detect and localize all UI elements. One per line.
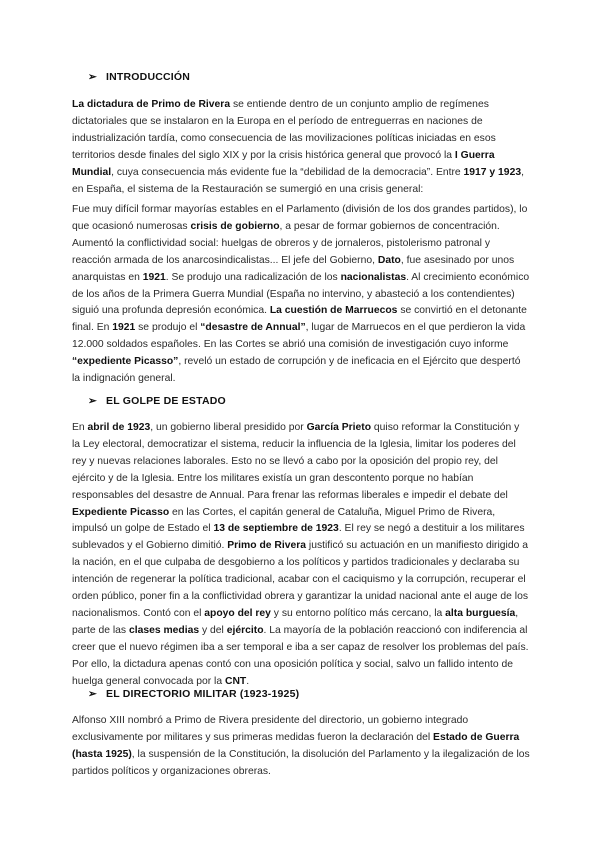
- text-run: , la suspensión de la Constitución, la disolución del Parlamento y la ilegalización de los partidos políticos y organizaciones obreras.: [72, 748, 530, 777]
- bold-text-run: abril de 1923: [87, 422, 151, 433]
- bold-text-run: alta burguesía: [445, 607, 516, 619]
- bold-text-run: “expediente Picasso”: [72, 356, 179, 368]
- text-run: , parte de las: [72, 607, 519, 636]
- heading-text: EL GOLPE DE ESTADO: [106, 395, 226, 407]
- text-run: . Se produjo una radicalización de los: [165, 271, 341, 283]
- text-run: . El rey se negó a destituir a los militares sublevados y el Gobierno dimitió.: [72, 523, 525, 552]
- bold-text-run: García Prieto: [306, 422, 372, 433]
- text-run: , reveló un estado de corrupción y de ineficacia en el Ejército que despertó la indignación general.: [72, 356, 521, 385]
- bold-text-run: Dato: [377, 254, 401, 266]
- paragraph: [72, 97, 530, 198]
- text-run: Fue muy difícil formar mayorías estables en el Parlamento (división de los dos grandes partidos), lo que ocasionó numerosas: [72, 204, 528, 232]
- text-run: , un gobierno liberal presidido por: [150, 422, 307, 433]
- paragraph: [72, 202, 530, 388]
- heading-text: EL DIRECTORIO MILITAR (1923-1925): [106, 688, 300, 700]
- arrow-bullet-icon: ➢: [88, 688, 97, 700]
- bold-text-run: 1917 y 1923: [463, 166, 522, 178]
- text-run: Alfonso XIII nombró a Primo de Rivera presidente del directorio, un gobierno integrado exclusivamente por militares y sus primeras medidas fueron la declaración del: [72, 715, 469, 743]
- text-run: quiso reformar la Constitución y la Ley electoral, democratizar el sistema, reducir la influencia de la Iglesia, limitar los poderes del rey y nuevas relaciones laborales. Esto no se llevó a cabo por la oposición del propio rey, del ejército y de la Iglesia. Entre los militares existía un gran descontento porque no habían responsables del desastre de Annual. Para frenar las reformas liberales e impedir el debate del: [72, 422, 520, 501]
- text-run: En: [72, 422, 88, 433]
- text-run: , fue asesinado por unos anarquistas en: [72, 254, 515, 283]
- arrow-bullet-icon: ➢: [88, 71, 97, 83]
- bold-text-run: La cuestión de Marruecos: [269, 305, 398, 317]
- text-run: en las Cortes, el capitán general de Cataluña, Miguel Primo de Rivera, impulsó un golpe de Estado el: [72, 506, 496, 535]
- text-run: se convirtió en el detonante final. En: [72, 305, 527, 334]
- bold-text-run: “desastre de Annual”: [200, 322, 306, 334]
- bold-text-run: Primo de Rivera: [227, 540, 307, 552]
- bold-text-run: 1921: [112, 322, 136, 334]
- bold-text-run: 1921: [142, 271, 166, 283]
- bold-text-run: ejército: [226, 624, 264, 636]
- bold-text-run: clases medias: [128, 624, 200, 636]
- arrow-bullet-icon: ➢: [88, 395, 97, 407]
- bold-text-run: apoyo del rey: [204, 607, 271, 619]
- paragraph: [72, 713, 530, 781]
- text-run: , cuya consecuencia más evidente fue la “debilidad de la democracia”. Entre: [111, 166, 464, 178]
- bold-text-run: crisis de gobierno: [190, 220, 280, 232]
- text-run: . La mayoría de la población reaccionó con indiferencia al creer que el nuevo régimen iba a ser temporal e iba a ser capaz de resolver los problemas del país. Por ello, la dictadura apenas contó con una oposición política y social, salvo un fallido intento de huelga general convocada por la: [72, 624, 529, 687]
- bold-text-run: nacionalistas: [340, 271, 407, 283]
- text-run: . Al crecimiento económico de los años de la Primera Guerra Mundial (España no intervino, y abasteció a los contendientes) siguió una profunda depresión económica.: [72, 271, 530, 317]
- section-heading-introduccion: [88, 71, 190, 83]
- section-heading-golpe-de-estado: [88, 395, 226, 407]
- text-run: , a pesar de formar gobiernos de concentración. Aumentó la conflictividad social: huelgas de obreros y de jornaleros, pistolerismo patronal y reacción armada de los anarcosindicalistas... El jefe del Gobierno,: [72, 220, 500, 266]
- bold-text-run: La dictadura de Primo de Rivera: [72, 99, 231, 110]
- heading-text: INTRODUCCIÓN: [106, 71, 191, 83]
- text-run: y su entorno político más cercano, la: [270, 607, 446, 619]
- text-run: justificó su actuación en un manifiesto dirigido a la nación, en el que culpaba de desgobierno a los políticos y partidos tradicionales y declaraba su intención de regenerar la política tradicional, acabar con el caciquismo y la corrupción, recuperar el orden público, poner fin a la conflictividad obrera y garantizar la unidad nacional ante el auge de los nacionalismos. Contó con el: [72, 540, 528, 619]
- text-run: .: [246, 675, 250, 687]
- text-run: , en España, el sistema de la Restauración se sumergió en una crisis general:: [72, 166, 524, 195]
- text-run: se entiende dentro de un conjunto amplio de regímenes dictatoriales que se instalaron en la Europa en el período de entreguerras en naciones de industrialización tardía, como consecuencia de las movilizaciones políticas iniciadas en esos territorios desde finales del siglo XIX y por la crisis histórica general que provocó la: [72, 99, 496, 161]
- bold-text-run: 13 de septiembre de 1923: [213, 523, 339, 535]
- bold-text-run: CNT: [224, 675, 247, 687]
- text-run: se produjo el: [135, 322, 201, 334]
- paragraph: [72, 420, 530, 691]
- bold-text-run: Estado de Guerra (hasta 1925): [72, 731, 520, 760]
- bold-text-run: I Guerra Mundial: [72, 149, 495, 178]
- section-heading-directorio-militar: [88, 688, 299, 700]
- text-run: y del: [199, 624, 227, 636]
- bold-text-run: Expediente Picasso: [72, 506, 170, 518]
- text-run: , lugar de Marruecos en el que perdieron la vida 12.000 soldados españoles. En las Cortes se abrió una comisión de investigación cuyo informe: [72, 322, 526, 351]
